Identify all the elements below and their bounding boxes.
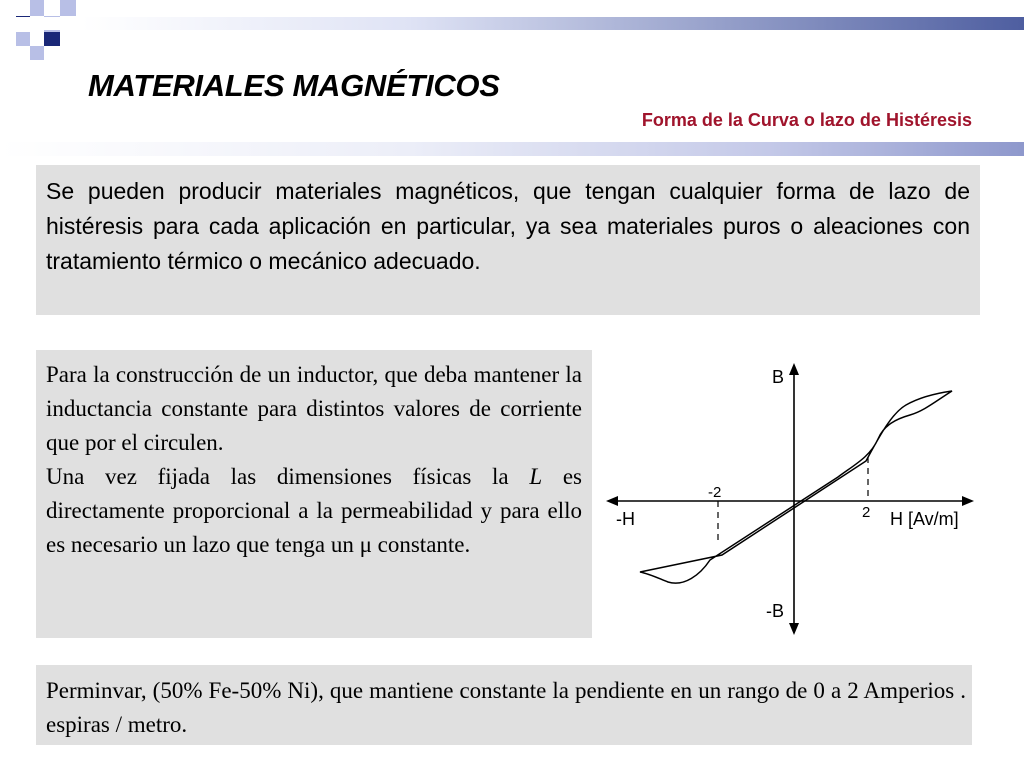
inductor-paragraph-line2: Una vez fijada las dimensiones físicas la L es directamente proporcional a la permeabilidad y para ello es necesario un lazo que tenga un μ constante. — [46, 464, 582, 557]
tick-pos: 2 — [862, 504, 871, 521]
label-neg-h: -H — [616, 509, 635, 529]
hysteresis-graph — [600, 355, 980, 635]
corner-square-7 — [30, 46, 44, 60]
b-axis-arrow-top — [789, 363, 799, 375]
label-b: B — [772, 367, 785, 387]
corner-square-4 — [60, 0, 76, 16]
label-neg-b: -B — [766, 601, 784, 621]
h-axis-arrow-left — [606, 496, 618, 506]
corner-square-6 — [44, 32, 60, 46]
slide-title: MATERIALES MAGNÉTICOS — [88, 68, 500, 103]
top-gradient-bar — [0, 17, 1024, 30]
slide-subtitle: Forma de la Curva o lazo de Histéresis — [641, 110, 972, 130]
b-axis-arrow-bottom — [789, 623, 799, 635]
inductor-paragraph-line1: Para la construcción de un inductor, que deba mantener la inductancia constante para distintos valores de corriente que por el circulen. — [46, 362, 582, 455]
inductor-paragraph — [46, 358, 582, 562]
bottom-gradient-bar — [0, 142, 1024, 156]
h-axis-arrow-right — [962, 496, 974, 506]
perminvar-paragraph: Perminvar, (50% Fe-50% Ni), que mantiene constante la pendiente en un rango de 0 a 2 Amperios . espiras / metro. — [46, 678, 966, 737]
corner-square-5 — [16, 32, 30, 46]
inductance-symbol: L — [529, 464, 543, 489]
tick-neg: -2 — [708, 484, 722, 501]
intro-paragraph: Se pueden producir materiales magnéticos, que tengan cualquier forma de lazo de histéresis para cada aplicación en particular, ya sea materiales puros o aleaciones con tratamiento térmico o mecánico adecuado. — [46, 178, 970, 274]
corner-square-2 — [30, 0, 44, 16]
hysteresis-loop — [640, 391, 952, 583]
label-h: H [Av/m] — [890, 509, 959, 529]
